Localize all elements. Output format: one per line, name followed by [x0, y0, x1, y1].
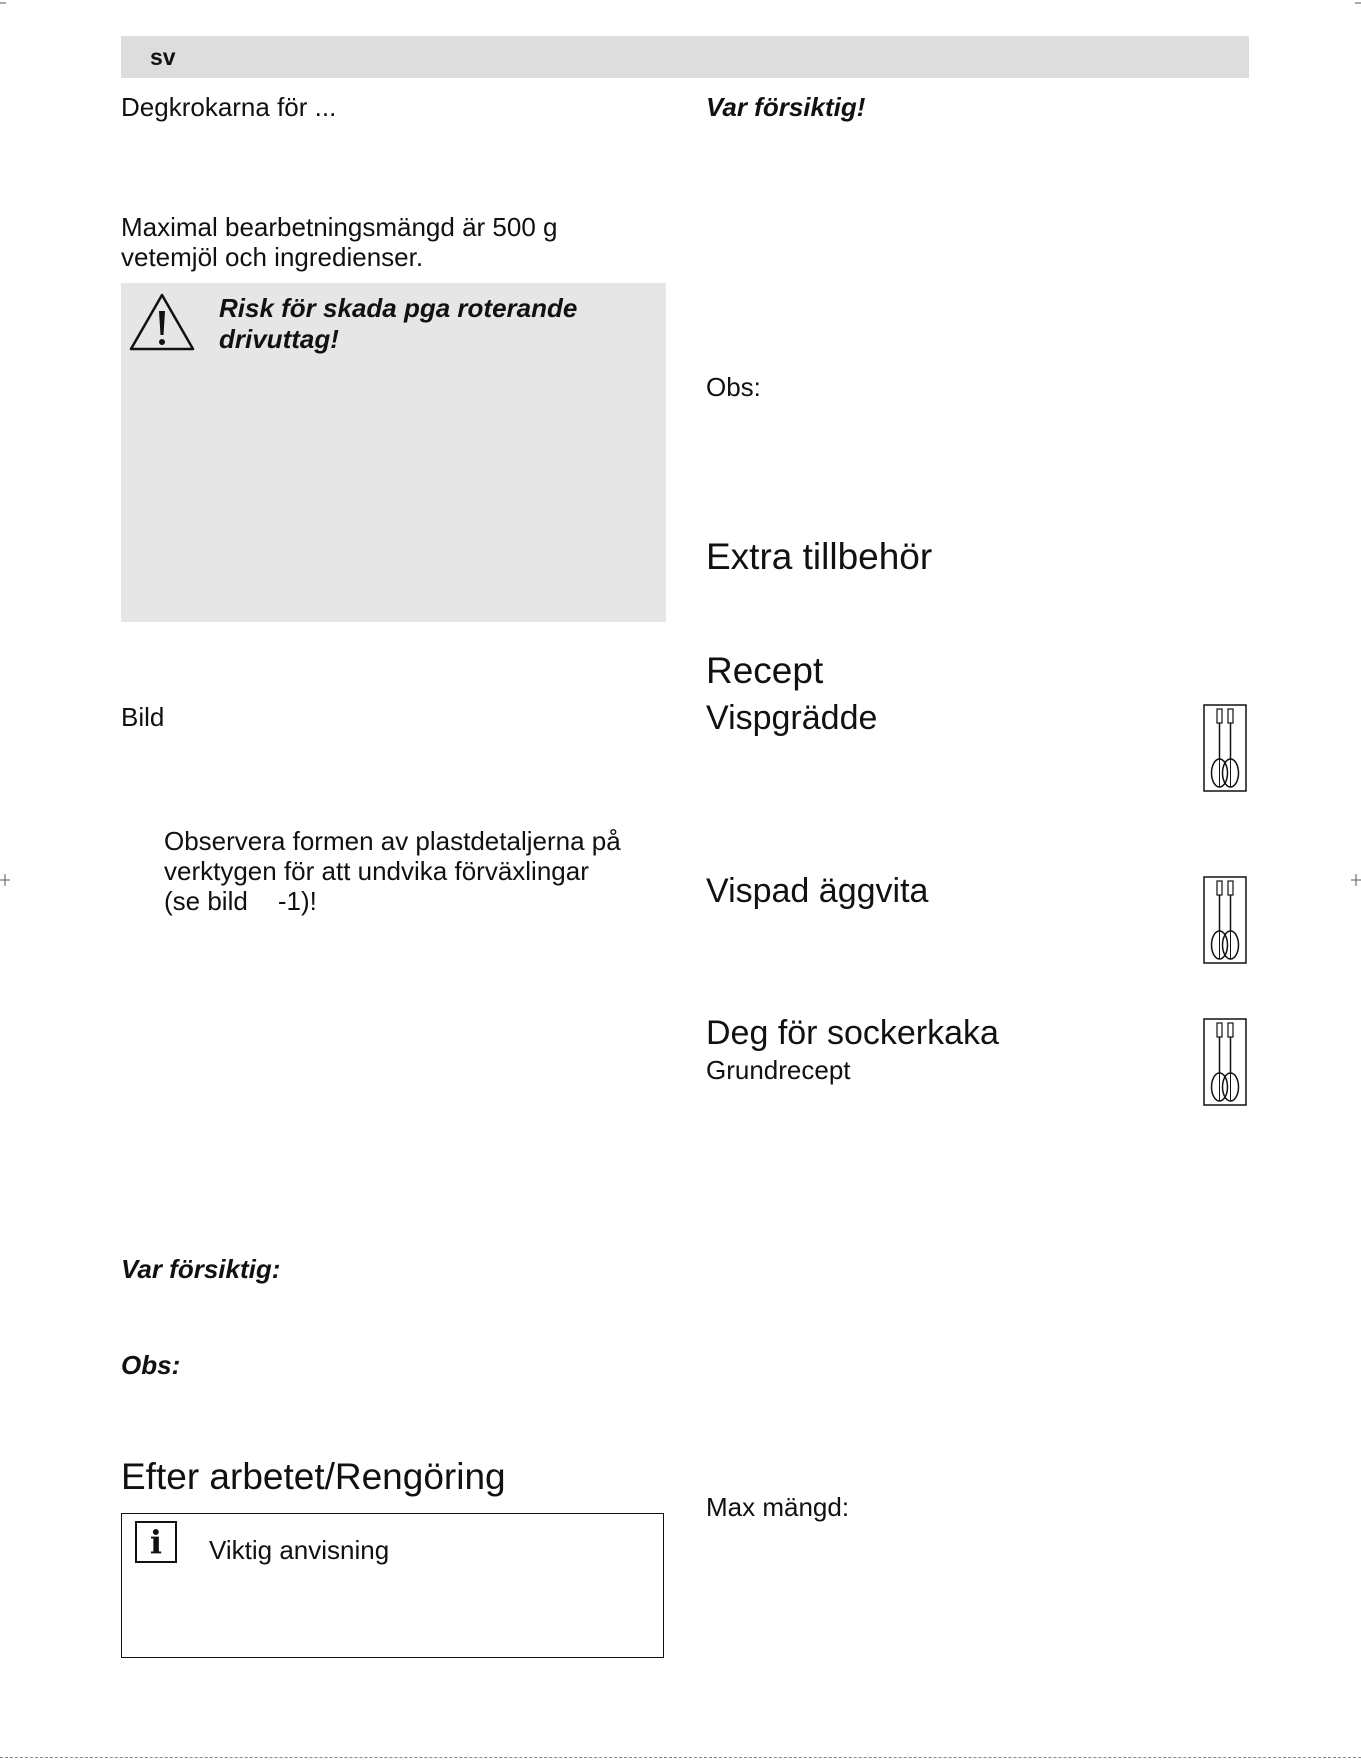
sponge-cake-subheading: Grundrecept [706, 1055, 851, 1085]
obs-label-right: Obs: [706, 372, 761, 402]
crop-mark-mid-right [1351, 874, 1361, 886]
info-box [121, 1513, 664, 1658]
crop-mark-top-left [0, 0, 6, 6]
whisk-icon [1203, 704, 1247, 792]
bild-label: Bild [121, 702, 165, 732]
observe-line-3-start: (se bild [164, 886, 248, 916]
language-code: sv [150, 44, 176, 70]
recipes-heading: Recept [706, 650, 824, 691]
sponge-cake-heading: Deg för sockerkaka [706, 1014, 999, 1052]
whipped-cream-heading: Vispgrädde [706, 699, 878, 737]
observe-line-2: verktygen för att undvika förväxlingar [164, 856, 589, 886]
obs-label-left: Obs: [121, 1350, 181, 1380]
egg-white-heading: Vispad äggvita [706, 872, 929, 910]
max-amount-label: Max mängd: [706, 1492, 850, 1522]
info-icon: i [135, 1521, 177, 1563]
whisk-icon [1203, 876, 1247, 964]
warning-line-1: Risk för skada pga roterande [219, 293, 578, 323]
max-amount-line-2: vetemjöl och ingredienser. [121, 242, 424, 272]
whisk-icon [1203, 1018, 1247, 1106]
observe-line-3-end: -1)! [277, 886, 317, 916]
language-header-bar [121, 36, 1249, 78]
caution-label-left: Var försiktig: [121, 1254, 281, 1284]
observe-line-1: Observera formen av plastdetaljerna på [164, 826, 621, 856]
max-amount-line-1: Maximal bearbetningsmängd är 500 g [121, 212, 558, 242]
after-work-cleaning-heading: Efter arbetet/Rengöring [121, 1456, 506, 1497]
extra-accessories-heading: Extra tillbehör [706, 536, 933, 577]
info-box-title: Viktig anvisning [209, 1535, 390, 1565]
warning-line-2: drivuttag! [219, 324, 339, 354]
page-bottom-trim-line [0, 1757, 1361, 1758]
crop-mark-mid-left [0, 874, 10, 886]
warning-text [219, 293, 639, 355]
observe-line-3 [164, 886, 317, 916]
dough-hooks-heading: Degkrokarna för ... [121, 92, 337, 122]
caution-heading-right: Var försiktig! [706, 92, 866, 122]
crop-mark-top-right [1355, 0, 1361, 6]
warning-triangle-icon [128, 291, 196, 353]
